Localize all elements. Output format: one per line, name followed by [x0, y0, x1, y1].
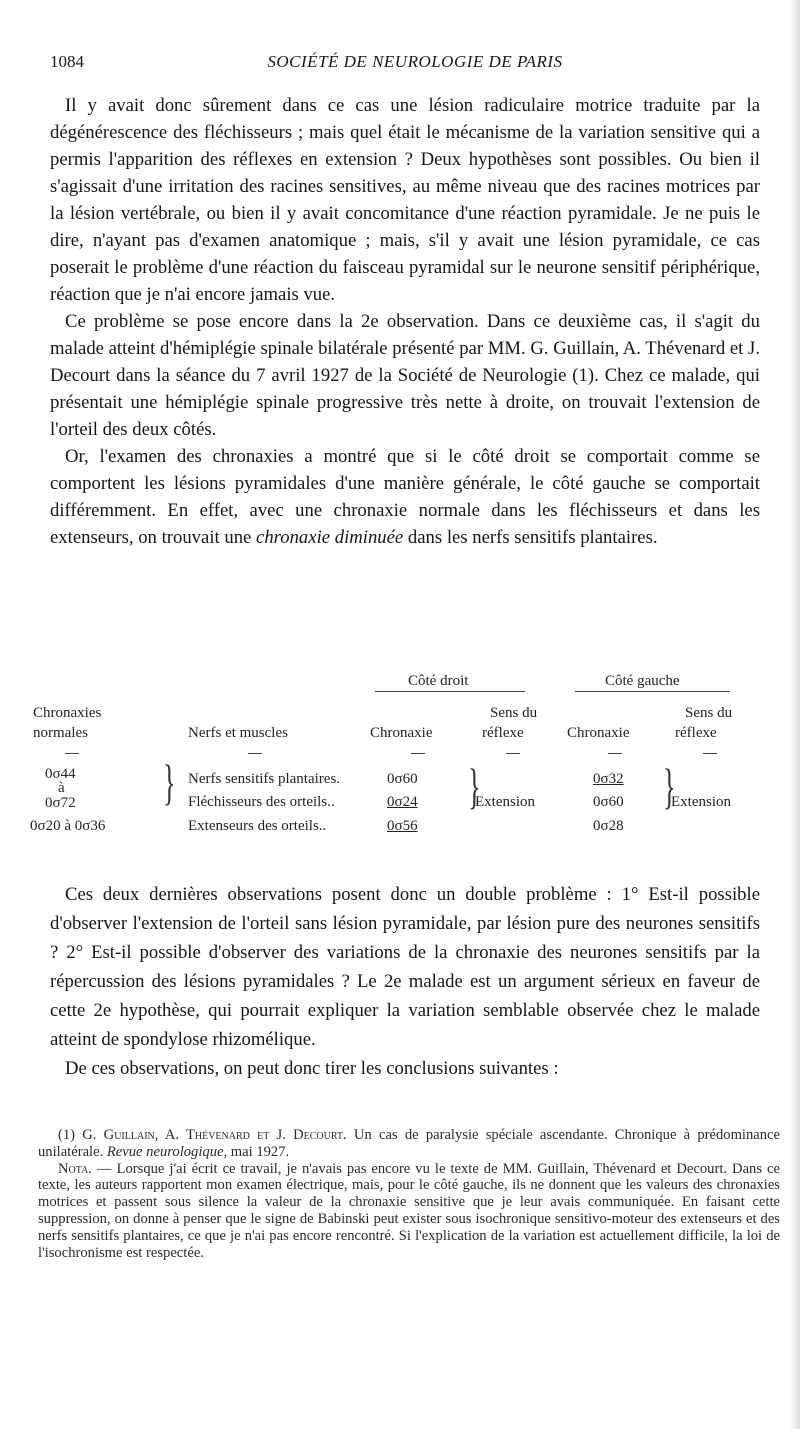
body-text [50, 92, 760, 551]
paragraph-3-end: dans les nerfs sensitifs plantaires. [407, 527, 658, 548]
paragraph-2: Ce problème se pose encore dans la 2e observation. Dans ce deuxième cas, il s'agit du malade atteint d'hémiplégie spinale bilatérale présenté par MM. G. Guillain, A. Thévenard et J. Decourt dans la séance du 7 avril 1927 de la Société de Neurologie (1). Chez ce malade, qui présentait une hémiplégie spinale progressive très nette à droite, on trouvait l'extension de l'orteil des deux côtés. [50, 311, 760, 440]
norm-range-a: à [58, 780, 65, 796]
dash-mark [703, 753, 717, 754]
col-sens-droit-1: Sens du [490, 705, 538, 721]
brace-icon: } [468, 759, 481, 815]
col-chronaxie-droit: Chronaxie [370, 725, 433, 741]
footnote-1-authors: Guillain, A. Thévenard et J. Decourt. [103, 1127, 347, 1143]
norm-range-low: 0σ44 [45, 766, 76, 782]
reflex-gauche: Extension [671, 794, 731, 810]
col-sens-droit-2: réflexe [482, 725, 524, 741]
paragraph-1: Il y avait donc sûrement dans ce cas une lésion radiculaire motrice traduite par la dégénérescence des fléchisseurs ; mais quel était le mécanisme de la variation sensitive qui a permis l'apparition des réflexes en extension ? Deux hypothèses sont possibles. Ou bien il s'agissait d'une irritation des racines sensitives, au même niveau que des racines motrices par la lésion vertébrale, ou bien il y avait concomitance d'une réaction pyramidale. Je ne puis le dire, n'ayant pas d'examen anatomique ; mais, s'il y avait une lésion pyramidale, ce cas poserait le problème d'une réaction du faisceau pyramidal sur le neurone sensitif périphérique, réaction que je n'ai encore jamais vue. [50, 95, 760, 305]
footnote-1-marker: (1) G. [58, 1127, 97, 1143]
row-2-gauche: 0σ60 [593, 794, 624, 810]
col-sens-gauche-1: Sens du [685, 705, 733, 721]
nota-text: — Lorsque j'ai écrit ce travail, je n'avais pas encore vu le texte de MM. Guillain, Thévenard et Decourt. Dans ce texte, les auteurs rapportent mon examen électrique, mais, pour le côté gauche, ils ne donnent que les valeurs des chronaxies motrices et passent sous silence la valeur de la chronaxie sensitive que je leur avais communiquée. En faisant cette suppression, on donne à penser que le signe de Babinski peut exister sous isochronique sensitivo-moteur des extenseurs et des nerfs sensitifs plantaires, ce que je n'ai pas encore rencontré. Si l'explication de la variation est actuellement difficile, la loi de l'isochronisme est respectée. [38, 1160, 780, 1261]
rule-cote-gauche [575, 691, 730, 692]
paragraph-4: Ces deux dernières observations posent donc un double problème : 1° Est-il possible d'observer l'extension de l'orteil sans lésion pyramidale, par lésion pure des neurones sensitifs ? 2° Est-il possible d'observer des variations de la chronaxie des neurones sensitifs par la répercussion des lésions pyramidales ? Le 2e malade est un argument sérieux en faveur de cette 2e hypothèse, qui pourrait expliquer la variation semblable observée chez le malade atteint de spondylose rhizomélique. [50, 884, 760, 1050]
dash-mark [65, 753, 79, 754]
paragraph-3-start: Or, l'examen des chronaxies a montré que si le côté droit se comportait comme se comportent les lésions pyramidales d'une manière générale, le côté gauche se comportait différemment. En effet, avec une chronaxie normale dans les fléchisseurs et dans les extenseurs, on trouvait une [50, 446, 760, 548]
row-3-nerve: Extenseurs des orteils.. [188, 818, 327, 834]
col-nerfs-muscles: Nerfs et muscles [188, 725, 288, 741]
dash-mark [248, 753, 262, 754]
emphasis-chronaxie-diminuee: chronaxie diminuée [256, 527, 404, 548]
body-text-after-table [50, 880, 760, 1083]
header-cote-gauche: Côté gauche [605, 673, 680, 689]
rule-cote-droit [375, 691, 525, 692]
row-3-gauche: 0σ28 [593, 818, 624, 834]
brace-icon: } [663, 759, 676, 815]
footnote-1-journal: Revue neurologique, [106, 1143, 228, 1160]
paragraph-3 [50, 443, 760, 551]
norm-range-high: 0σ72 [45, 795, 76, 811]
page-number: 1084 [50, 52, 84, 71]
row-2-nerve: Fléchisseurs des orteils.. [188, 794, 335, 810]
col-chronaxie-gauche: Chronaxie [567, 725, 630, 741]
page-header [50, 52, 780, 76]
row-2-droit: 0σ24 [387, 794, 418, 810]
row-1-droit: 0σ60 [387, 771, 418, 787]
nota-label: Nota. [58, 1160, 92, 1177]
nota [38, 1161, 780, 1262]
chronaxie-table [30, 673, 790, 843]
reflex-droit: Extension [475, 794, 535, 810]
footnote-1-date: mai 1927. [230, 1143, 290, 1160]
dash-mark [411, 753, 425, 754]
running-title: SOCIÉTÉ DE NEUROLOGIE DE PARIS [267, 52, 563, 71]
norm-range-extenseurs: 0σ20 à 0σ36 [30, 818, 106, 834]
col-chronaxies-normales-1: Chronaxies [33, 705, 102, 721]
col-chronaxies-normales-2: normales [33, 725, 88, 741]
row-3-droit: 0σ56 [387, 818, 418, 834]
dash-mark [608, 753, 622, 754]
col-sens-gauche-2: réflexe [675, 725, 717, 741]
row-1-nerve: Nerfs sensitifs plantaires. [188, 771, 341, 787]
header-cote-droit: Côté droit [408, 673, 469, 689]
footnote-1-title: Un cas de paralysie spéciale ascendante. Chronique à prédominance unilatérale. [38, 1127, 781, 1160]
footnote-1 [38, 1127, 780, 1161]
brace-icon: } [163, 755, 176, 811]
dash-mark [506, 753, 520, 754]
footnotes [38, 1127, 780, 1261]
paragraph-5: De ces observations, on peut donc tirer les conclusions suivantes : [65, 1058, 559, 1079]
row-1-gauche: 0σ32 [593, 771, 624, 787]
